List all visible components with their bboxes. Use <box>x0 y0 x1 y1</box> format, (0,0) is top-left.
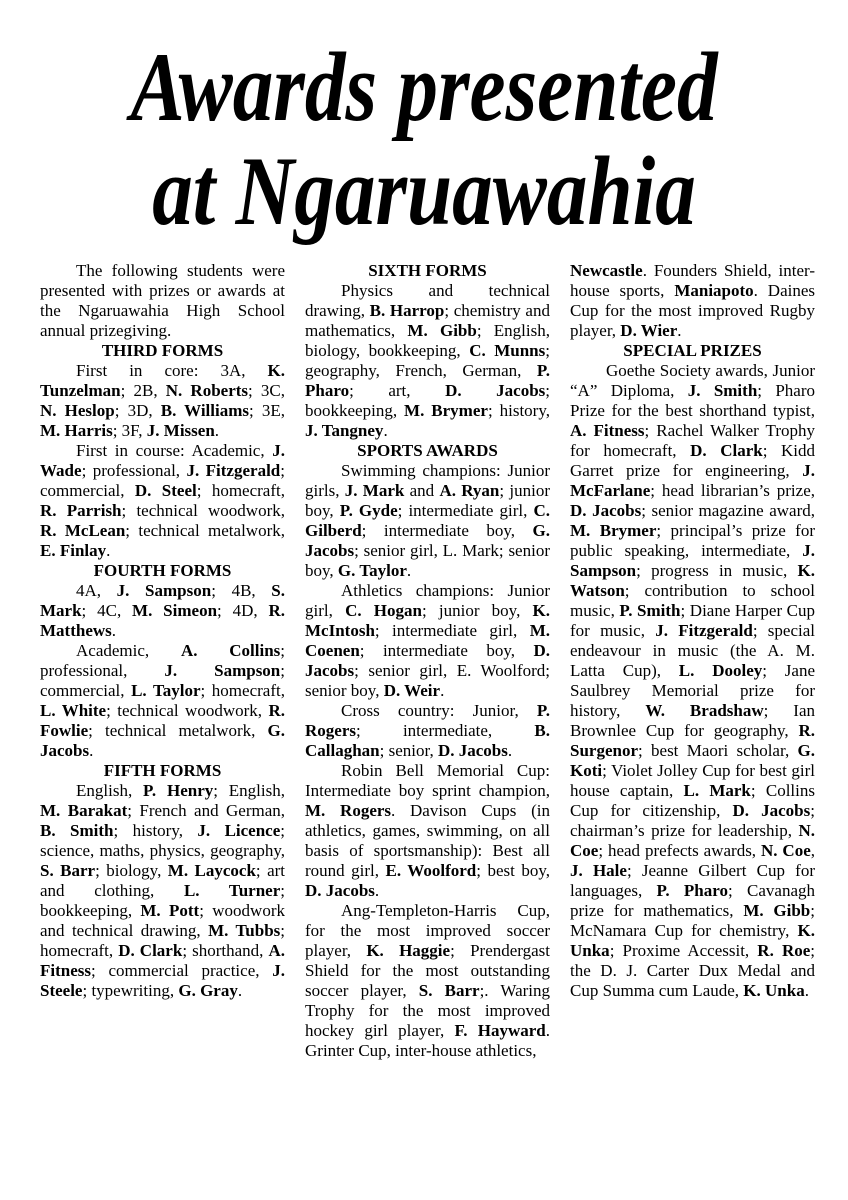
bold-name-run: M. Brymer <box>404 401 488 420</box>
text-run: ; woodwork and technical drawing, <box>40 901 285 940</box>
section-heading: SPECIAL PRIZES <box>623 341 762 360</box>
text-run: ; intermediate boy, <box>359 641 534 660</box>
bold-name-run: P. Rogers <box>305 701 550 740</box>
text-run: ; Jeanne Gilbert Cup for languages, <box>570 861 815 900</box>
bold-name-run: M. Coenen <box>305 621 550 660</box>
text-run: ;. Waring Trophy for the most improved hockey girl player, <box>305 981 550 1040</box>
bold-name-run: J. Licence <box>197 821 281 840</box>
bold-name-run: A. Ryan <box>439 481 500 500</box>
text-run: and <box>404 481 440 500</box>
bold-name-run: L. Taylor <box>131 681 201 700</box>
text-run: ; professional, <box>81 461 187 480</box>
bold-name-run: N. Heslop <box>40 401 115 420</box>
text-run: . Davison Cups (in athletics, games, swimming, on all basis of sportsmanship): Best all round girl, <box>305 801 551 880</box>
bold-name-run: L. Dooley <box>678 661 763 680</box>
text-run: ; chemistry and mathematics, <box>305 301 550 340</box>
bold-name-run: M. Tubbs <box>208 921 281 940</box>
text-run: ; Prendergast Shield for the most outstanding soccer player, <box>305 941 551 1000</box>
text-run: . <box>440 681 445 700</box>
text-run: . <box>237 981 243 1000</box>
bold-name-run: M. Barakat <box>40 801 128 820</box>
text-run: ; Collins Cup for citizenship, <box>570 781 815 820</box>
paragraph <box>40 361 285 441</box>
text-run: ; geography, French, German, <box>305 341 550 380</box>
text-run: ; progress in music, <box>636 561 798 580</box>
text-run: . <box>106 541 111 560</box>
text-run: ; 3C, <box>248 381 285 400</box>
text-run: ; 4C, <box>81 601 133 620</box>
bold-name-run: J. Fitzgerald <box>186 461 281 480</box>
text-run: ; senior, <box>379 741 438 760</box>
text-run: . <box>89 741 94 760</box>
bold-name-run: K. Unka <box>570 921 815 960</box>
section-heading: SIXTH FORMS <box>368 261 487 280</box>
text-run: ; technical woodwork, <box>121 501 285 520</box>
bold-name-run: A. Fitness <box>40 941 285 980</box>
bold-name-run: D. Jacobs <box>305 881 375 900</box>
text-run: ; English, biology, bookkeeping, <box>305 321 550 360</box>
bold-name-run: Newcastle <box>570 261 643 280</box>
paragraph <box>305 701 550 761</box>
article-title-line-2: at Ngaruawahia <box>152 137 696 246</box>
bold-name-run: R. McLean <box>40 521 126 540</box>
bold-name-run: L. Mark <box>683 781 751 800</box>
text-run: ; commercial, <box>40 461 285 500</box>
text-run: . <box>214 421 220 440</box>
article-body <box>0 244 848 1061</box>
text-run: Academic, <box>76 641 181 660</box>
bold-name-run: L. White <box>40 701 107 720</box>
text-run: ; 3D, <box>114 401 161 420</box>
bold-name-run: J. Missen <box>146 421 215 440</box>
text-run: ; senior girl, E. Woolford; senior boy, <box>305 661 550 700</box>
bold-name-run: D. Jacobs <box>732 801 811 820</box>
text-run: ; Ian Brownlee Cup for geography, <box>570 701 815 740</box>
bold-name-run: R. Matthews <box>40 601 285 640</box>
bold-name-run: J. McFarlane <box>570 461 815 500</box>
text-run: ; senior magazine award, <box>641 501 815 520</box>
text-run: ; biology, <box>95 861 168 880</box>
bold-name-run: J. Tangney <box>305 421 384 440</box>
bold-name-run: N. Coe <box>570 821 815 860</box>
section-heading: SPORTS AWARDS <box>357 441 498 460</box>
bold-name-run: N. Roberts <box>165 381 249 400</box>
bold-name-run: D. Weir <box>383 681 441 700</box>
text-run: ; homecraft, <box>40 921 286 960</box>
section-heading: FIFTH FORMS <box>103 761 222 780</box>
bold-name-run: R. Fowlie <box>40 701 285 740</box>
text-run: . Grinter Cup, inter-house athletics, <box>305 1021 550 1060</box>
text-run: ; intermediate, <box>355 721 535 740</box>
text-run: ; best boy, <box>476 861 550 880</box>
bold-name-run: D. Clark <box>118 941 183 960</box>
bold-name-run: S. Barr <box>40 861 96 880</box>
text-run: ; art and clothing, <box>40 861 285 900</box>
bold-name-run: E. Woolford <box>385 861 477 880</box>
bold-name-run: D. Steel <box>134 481 197 500</box>
bold-name-run: M. Pott <box>140 901 200 920</box>
text-run: Robin Bell Memorial Cup: Intermediate boy sprint champion, <box>305 761 550 800</box>
text-run: ; intermediate girl, <box>397 501 534 520</box>
text-run: ; junior boy, <box>421 601 533 620</box>
bold-name-run: A. Fitness <box>570 421 645 440</box>
text-run: ; French and German, <box>127 801 286 820</box>
text-run: ; 4B, <box>211 581 272 600</box>
paragraph <box>40 441 285 561</box>
bold-name-run: C. Hogan <box>345 601 422 620</box>
text-run: 4A, <box>76 581 117 600</box>
bold-name-run: J. Sampson <box>164 661 281 680</box>
text-run: ; 3F, <box>112 421 147 440</box>
bold-name-run: P. Henry <box>143 781 214 800</box>
paragraph <box>305 461 550 581</box>
text-run: . <box>677 321 682 340</box>
text-run: ; junior boy, <box>305 481 550 520</box>
text-run: . Daines Cup for the most improved Rugby player, <box>570 281 815 340</box>
bold-name-run: M. Harris <box>40 421 113 440</box>
text-run: ; best Maori scholar, <box>638 741 798 760</box>
bold-name-run: B. Harrop <box>369 301 445 320</box>
text-run: ; Cavanagh prize for mathematics, <box>570 881 815 920</box>
bold-name-run: P. Pharo <box>305 361 550 400</box>
bold-name-run: P. Pharo <box>656 881 728 900</box>
bold-name-run: P. Gyde <box>339 501 398 520</box>
text-run: ; Jane Saulbrey Memorial prize for history, <box>570 661 815 720</box>
text-run: ; science, maths, physics, geography, <box>40 821 286 860</box>
bold-name-run: R. Surgenor <box>570 721 815 760</box>
bold-name-run: A. Collins <box>180 641 281 660</box>
text-run: ; intermediate girl, <box>374 621 530 640</box>
text-run: First in core: 3A, <box>76 361 268 380</box>
text-run: ; chairman’s prize for leadership, <box>570 801 815 840</box>
text-run: First in course: Academic, <box>76 441 273 460</box>
bold-name-run: K. Unka <box>743 981 805 1000</box>
paragraph <box>305 281 550 441</box>
text-run: ; Pharo Prize for the best shorthand typist, <box>570 381 815 420</box>
bold-name-run: M. Brymer <box>570 521 657 540</box>
paragraph <box>40 641 285 761</box>
text-run: ; professional, <box>40 641 285 680</box>
text-run: ; the D. J. Carter Dux Medal and Cup Summa cum Laude, <box>570 941 816 1000</box>
text-run: Physics and technical drawing, <box>305 281 550 320</box>
bold-name-run: M. Laycock <box>167 861 256 880</box>
bold-name-run: J. Sampson <box>116 581 212 600</box>
text-run: ; homecraft, <box>196 481 285 500</box>
text-run: ; Rachel Walker Trophy for homecraft, <box>570 421 815 460</box>
bold-name-run: M. Rogers <box>305 801 392 820</box>
bold-name-run: M. Simeon <box>132 601 218 620</box>
paragraph <box>305 581 550 701</box>
bold-name-run: K. Tunzelman <box>40 361 285 400</box>
text-run: Swimming champions: Junior girls, <box>305 461 550 500</box>
text-run: ; head prefects awards, <box>598 841 761 860</box>
paragraph <box>40 581 285 641</box>
bold-name-run: L. Turner <box>183 881 281 900</box>
section-heading: FOURTH FORMS <box>93 561 232 580</box>
text-run: ; 4D, <box>217 601 269 620</box>
bold-name-run: D. Jacobs <box>305 641 550 680</box>
text-run: Athletics champions: Junior girl, <box>305 581 550 620</box>
text-run: ; Proxime Accessit, <box>609 941 758 960</box>
text-run: ; contribution to school music, <box>570 581 815 620</box>
paragraph <box>40 781 285 1001</box>
bold-name-run: G. Jacobs <box>40 721 285 760</box>
text-run: ; special endeavour in music (the A. M. Latta Cup), <box>570 621 815 680</box>
text-run: ; typewriting, <box>82 981 179 1000</box>
bold-name-run: D. Jacobs <box>570 501 642 520</box>
bold-name-run: S. Mark <box>40 581 286 620</box>
text-run: ; shorthand, <box>182 941 269 960</box>
bold-name-run: B. Callaghan <box>305 721 550 760</box>
text-run: ; Violet Jolley Cup for best girl house captain, <box>570 761 815 800</box>
bold-name-run: M. Gibb <box>407 321 477 340</box>
text-run: ; principal’s prize for public speaking, intermediate, <box>570 521 816 560</box>
text-run: ; homecraft, <box>200 681 285 700</box>
text-run: ; Kidd Garret prize for engineering, <box>570 441 815 480</box>
text-run: ; commercial practice, <box>91 961 273 980</box>
text-run: Cross country: Junior, <box>341 701 537 720</box>
paragraph <box>570 361 815 1001</box>
bold-name-run: J. Steele <box>40 961 285 1000</box>
article-title-line-1: Awards presented <box>130 33 718 142</box>
text-run: English, <box>76 781 144 800</box>
bold-name-run: J. Sampson <box>570 541 815 580</box>
bold-name-run: S. Barr <box>418 981 480 1000</box>
text-run: . <box>804 981 809 1000</box>
text-run: . <box>406 561 412 580</box>
bold-name-run: B. Smith <box>40 821 114 840</box>
text-run: . <box>507 741 513 760</box>
text-run: , <box>810 841 815 860</box>
text-run: . Founders Shield, inter-house sports, <box>570 261 815 300</box>
text-run: Ang-Templeton-Harris Cup, for the most improved soccer player, <box>305 901 550 960</box>
column-3 <box>570 261 815 1061</box>
bold-name-run: C. Munns <box>469 341 546 360</box>
bold-name-run: N. Coe <box>760 841 811 860</box>
paragraph <box>305 901 550 1061</box>
text-run: ; history, <box>113 821 198 840</box>
text-run: Goethe Society awards, Junior “A” Diploma, <box>570 361 815 400</box>
column-1 <box>40 261 285 1061</box>
text-run: ; senior girl, L. Mark; senior boy, <box>305 541 550 580</box>
text-run: ; bookkeeping, <box>40 881 285 920</box>
text-run: . <box>374 881 380 900</box>
text-run: ; Diane Harper Cup for music, <box>570 601 816 640</box>
bold-name-run: W. Bradshaw <box>645 701 764 720</box>
article-title <box>76 0 771 244</box>
paragraph <box>570 261 815 341</box>
text-run: ; technical woodwork, <box>106 701 269 720</box>
text-run: ; bookkeeping, <box>305 381 550 420</box>
bold-name-run: G. Koti <box>570 741 815 780</box>
bold-name-run: G. Gray <box>178 981 238 1000</box>
paragraph <box>305 761 550 901</box>
bold-name-run: E. Finlay <box>40 541 107 560</box>
bold-name-run: D. Wier <box>620 321 678 340</box>
bold-name-run: C. Gilberd <box>305 501 550 540</box>
text-run: . <box>383 421 388 440</box>
text-run: ; art, <box>349 381 446 400</box>
bold-name-run: J. Fitzgerald <box>655 621 753 640</box>
bold-name-run: D. Jacobs <box>437 741 508 760</box>
text-run: ; intermediate boy, <box>361 521 533 540</box>
bold-name-run: J. Hale <box>570 861 627 880</box>
bold-name-run: K. McIntosh <box>305 601 551 640</box>
column-2 <box>305 261 550 1061</box>
bold-name-run: R. Roe <box>757 941 811 960</box>
text-run: ; history, <box>487 401 550 420</box>
text-run: ; head librarian’s prize, <box>650 481 815 500</box>
bold-name-run: K. Watson <box>570 561 815 600</box>
bold-name-run: F. Hayward <box>454 1021 546 1040</box>
bold-name-run: K. Haggie <box>366 941 451 960</box>
bold-name-run: D. Clark <box>690 441 763 460</box>
text-run: ; McNamara Cup for chemistry, <box>570 901 815 940</box>
bold-name-run: P. Smith <box>619 601 681 620</box>
section-heading: THIRD FORMS <box>101 341 224 360</box>
bold-name-run: B. Williams <box>160 401 250 420</box>
text-run: ; technical metalwork, <box>88 721 268 740</box>
text-run: ; commercial, <box>40 661 285 700</box>
bold-name-run: R. Parrish <box>40 501 122 520</box>
text-run: ; English, <box>213 781 285 800</box>
text-run: The following students were presented with prizes or awards at the Ngaruawahia High School annual prizegiving. <box>40 261 285 340</box>
bold-name-run: J. Wade <box>40 441 285 480</box>
paragraph <box>40 261 285 341</box>
bold-name-run: M. Gibb <box>743 901 811 920</box>
bold-name-run: J. Smith <box>687 381 758 400</box>
text-run: ; 3E, <box>249 401 286 420</box>
text-run: ; technical metalwork, <box>125 521 285 540</box>
bold-name-run: J. Mark <box>344 481 405 500</box>
text-run: ; 2B, <box>120 381 166 400</box>
bold-name-run: Maniapoto <box>674 281 754 300</box>
bold-name-run: D. Jacobs <box>445 381 546 400</box>
text-run: . <box>111 621 117 640</box>
bold-name-run: G. Jacobs <box>305 521 550 560</box>
bold-name-run: G. Taylor <box>337 561 407 580</box>
